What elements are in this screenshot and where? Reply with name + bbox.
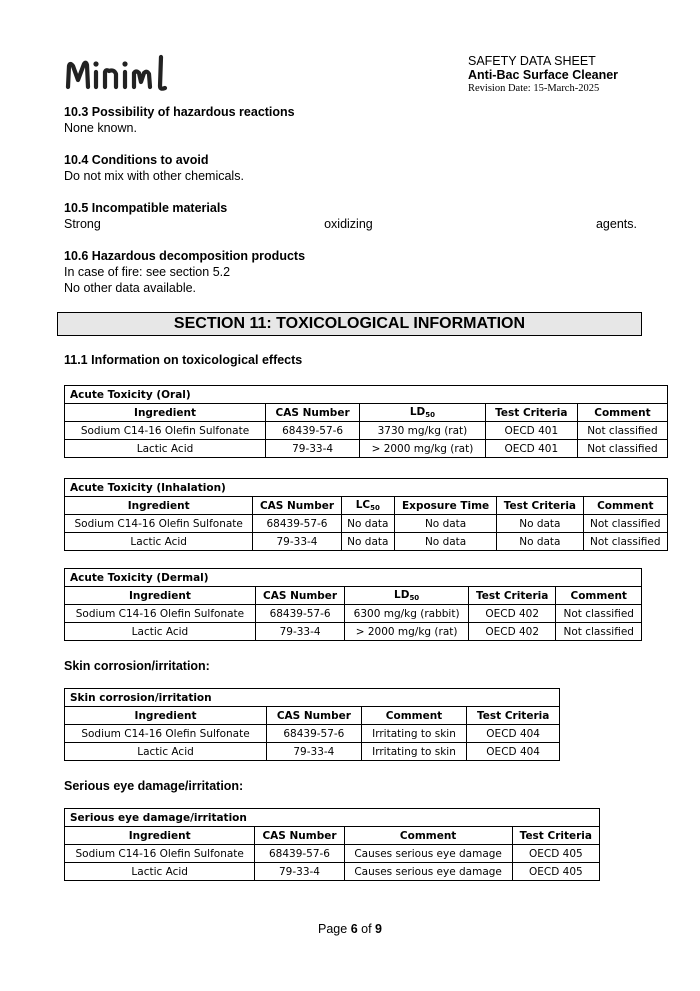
table-cell: 79-33-4 (255, 623, 344, 641)
table-cell: Causes serious eye damage (344, 845, 512, 863)
section-10-5 (64, 200, 637, 232)
table-cell: Sodium C14-16 Olefin Sulfonate (65, 605, 256, 623)
table-header-row (65, 827, 600, 845)
acute-oral-table (64, 385, 668, 458)
table-cell: No data (497, 533, 583, 551)
table-cell: Lactic Acid (65, 440, 266, 458)
table-cell: 3730 mg/kg (rat) (360, 422, 486, 440)
total-pages: 9 (375, 922, 382, 936)
table-row (65, 863, 600, 881)
section-heading: 10.6 Hazardous decomposition products (64, 249, 306, 263)
col-header: Ingredient (65, 827, 255, 845)
col-header: CAS Number (266, 404, 360, 422)
col-header: Exposure Time (395, 497, 497, 515)
col-header: CAS Number (255, 587, 344, 605)
section-text (64, 216, 637, 232)
table-cell: 68439-57-6 (267, 725, 362, 743)
table-cell: OECD 405 (512, 863, 599, 881)
acute-inhalation-table (64, 478, 668, 551)
section-10-4 (64, 152, 244, 184)
brand-logo (64, 52, 174, 98)
table-cell: Lactic Acid (65, 623, 256, 641)
section-heading: 10.4 Conditions to avoid (64, 153, 209, 167)
table-cell: OECD 402 (468, 623, 556, 641)
table-cell: No data (395, 515, 497, 533)
table-cell: Causes serious eye damage (344, 863, 512, 881)
table-header-row (65, 707, 560, 725)
col-header: Comment (556, 587, 642, 605)
table-caption: Acute Toxicity (Inhalation) (65, 479, 668, 497)
table-caption: Serious eye damage/irritation (65, 809, 600, 827)
table-cell: 68439-57-6 (266, 422, 360, 440)
table-header-row (65, 587, 642, 605)
table-row (65, 422, 668, 440)
subsection-heading: Serious eye damage/irritation: (64, 779, 244, 793)
section-10-6 (64, 248, 305, 296)
table-row (65, 743, 560, 761)
table-cell: OECD 404 (467, 743, 560, 761)
col-header: Test Criteria (512, 827, 599, 845)
col-header: Comment (577, 404, 667, 422)
table-cell: Sodium C14-16 Olefin Sulfonate (65, 515, 253, 533)
revision-date: Revision Date: 15-March-2025 (468, 83, 600, 94)
table-cell: Not classified (577, 440, 667, 458)
table-cell: OECD 404 (467, 725, 560, 743)
page-word: Page (318, 922, 348, 936)
table-cell: Irritating to skin (361, 725, 467, 743)
col-header: CAS Number (255, 827, 344, 845)
table-cell: OECD 401 (485, 440, 577, 458)
section-heading: 10.5 Incompatible materials (64, 201, 228, 215)
section-11-banner: SECTION 11: TOXICOLOGICAL INFORMATION (57, 312, 642, 336)
section-heading: 10.3 Possibility of hazardous reactions (64, 105, 295, 119)
section-10-3 (64, 104, 295, 136)
current-page: 6 (350, 922, 358, 936)
table-cell: No data (341, 533, 394, 551)
product-name: Anti-Bac Surface Cleaner (468, 68, 619, 82)
table-cell: Not classified (583, 515, 667, 533)
col-header: Ingredient (65, 707, 267, 725)
col-header: $LD_{50}$ (345, 587, 469, 605)
word: oxidizing (324, 217, 373, 231)
table-cell: Lactic Acid (65, 743, 267, 761)
acute-dermal-table (64, 568, 642, 641)
table-cell: 68439-57-6 (255, 605, 344, 623)
table-cell: Not classified (556, 623, 642, 641)
table-cell: 79-33-4 (255, 863, 344, 881)
table-cell: Sodium C14-16 Olefin Sulfonate (65, 422, 266, 440)
table-cell: Irritating to skin (361, 743, 467, 761)
table-cell: > 2000 mg/kg (rat) (360, 440, 486, 458)
col-header: Comment (344, 827, 512, 845)
section-text: No other data available. (64, 281, 197, 295)
table-cell: OECD 401 (485, 422, 577, 440)
table-caption: Acute Toxicity (Dermal) (65, 569, 642, 587)
table-cell: 79-33-4 (253, 533, 341, 551)
subsection-heading: 11.1 Information on toxicological effects (64, 353, 303, 367)
col-header: Test Criteria (497, 497, 583, 515)
col-header: Ingredient (65, 404, 266, 422)
table-caption: Acute Toxicity (Oral) (65, 386, 668, 404)
col-header: $LC_{50}$ (341, 497, 394, 515)
col-header: Test Criteria (468, 587, 556, 605)
table-cell: 79-33-4 (266, 440, 360, 458)
page-footer (0, 922, 700, 936)
section-text: Do not mix with other chemicals. (64, 169, 244, 183)
table-cell: No data (341, 515, 394, 533)
doc-type: SAFETY DATA SHEET (468, 54, 596, 68)
table-cell: Sodium C14-16 Olefin Sulfonate (65, 845, 255, 863)
col-header: Ingredient (65, 587, 256, 605)
table-cell: No data (497, 515, 583, 533)
eye-damage-table (64, 808, 600, 881)
table-cell: Not classified (556, 605, 642, 623)
table-cell: > 2000 mg/kg (rat) (345, 623, 469, 641)
col-header: Comment (583, 497, 667, 515)
col-header: CAS Number (253, 497, 341, 515)
col-header: CAS Number (267, 707, 362, 725)
table-cell: 68439-57-6 (255, 845, 344, 863)
table-row (65, 845, 600, 863)
table-cell: Not classified (583, 533, 667, 551)
word: Strong (64, 217, 101, 231)
table-row (65, 623, 642, 641)
col-header: Ingredient (65, 497, 253, 515)
table-row (65, 533, 668, 551)
section-text: In case of fire: see section 5.2 (64, 265, 231, 279)
word: agents. (595, 217, 637, 231)
table-cell: No data (395, 533, 497, 551)
col-header: Test Criteria (467, 707, 560, 725)
col-header: $LD_{50}$ (360, 404, 486, 422)
table-cell: 79-33-4 (267, 743, 362, 761)
table-cell: Lactic Acid (65, 533, 253, 551)
table-cell: Sodium C14-16 Olefin Sulfonate (65, 725, 267, 743)
skin-corrosion-table (64, 688, 560, 761)
table-cell: Not classified (577, 422, 667, 440)
table-caption: Skin corrosion/irritation (65, 689, 560, 707)
table-cell: 68439-57-6 (253, 515, 341, 533)
table-row (65, 605, 642, 623)
of-word: of (361, 922, 372, 936)
table-row (65, 440, 668, 458)
subsection-heading: Skin corrosion/irritation: (64, 659, 210, 673)
section-text: None known. (64, 121, 137, 135)
table-cell: OECD 405 (512, 845, 599, 863)
table-cell: 6300 mg/kg (rabbit) (345, 605, 469, 623)
document-header (468, 54, 618, 96)
table-header-row (65, 497, 668, 515)
table-row (65, 725, 560, 743)
table-header-row (65, 404, 668, 422)
col-header: Test Criteria (485, 404, 577, 422)
col-header: Comment (361, 707, 467, 725)
table-cell: OECD 402 (468, 605, 556, 623)
table-cell: Lactic Acid (65, 863, 255, 881)
table-row (65, 515, 668, 533)
